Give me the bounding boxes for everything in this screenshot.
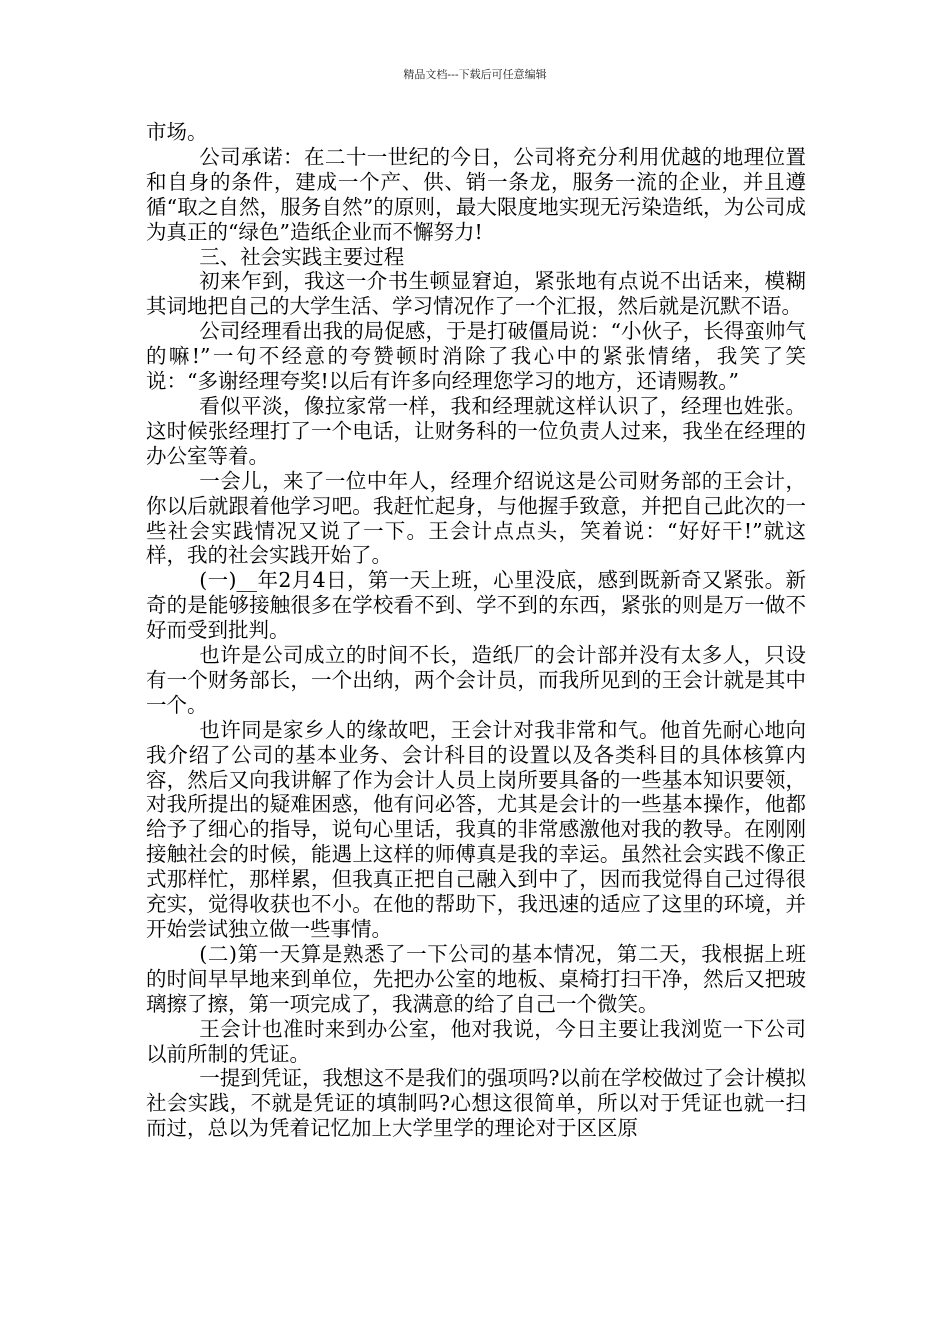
- paragraph: 市场。: [146, 120, 208, 144]
- paragraph: 看似平淡，像拉家常一样，我和经理就这样认识了，经理也姓张。这时候张经理打了一个电话，让财务科的一位负责人过来，我坐在经理的办公室等着。: [146, 393, 806, 468]
- paragraph: (一)__年2月4日，第一天上班，心里没底，感到既新奇又紧张。新奇的是能够接触很多在学校看不到、学不到的东西，紧张的则是万一做不好而受到批判。: [146, 568, 806, 643]
- page-header: 精品文档---下载后可任意编辑: [403, 68, 547, 81]
- paragraph: (二)第一天算是熟悉了一下公司的基本情况，第二天，我根据上班的时间早早地来到单位，先把办公室的地板、桌椅打扫干净，然后又把玻璃擦了擦，第一项完成了，我满意的给了自己一个微笑。: [146, 941, 806, 1016]
- paragraph: 公司经理看出我的局促感，于是打破僵局说：“小伙子，长得蛮帅气的嘛!”一句不经意的夸赞顿时消除了我心中的紧张情绪，我笑了笑说：“多谢经理夸奖!以后有许多向经理您学习的地方，还请赐教。”: [146, 319, 806, 394]
- section-heading: 三、社会实践主要过程: [199, 244, 405, 269]
- paragraph: 一提到凭证，我想这不是我们的强项吗?以前在学校做过了会计模拟社会实践，不就是凭证的填制吗?心想这很简单，所以对于凭证也就一扫而过，总以为凭着记忆加上大学里学的理论对于区区原: [146, 1066, 806, 1141]
- paragraph: 初来乍到，我这一介书生顿显窘迫，紧张地有点说不出话来，模糊其词地把自己的大学生活、学习情况作了一个汇报，然后就是沉默不语。: [146, 269, 806, 319]
- paragraph: 公司承诺：在二十一世纪的今日，公司将充分利用优越的地理位置和自身的条件，建成一个产、供、销一条龙，服务一流的企业，并且遵循“取之自然，服务自然”的原则，最大限度地实现无污染造纸，为公司成为真正的“绿色”造纸企业而不懈努力!: [146, 144, 806, 244]
- paragraph: 一会儿，来了一位中年人，经理介绍说这是公司财务部的王会计，你以后就跟着他学习吧。我赶忙起身，与他握手致意，并把自己此次的一些社会实践情况又说了一下。王会计点点头，笑着说：“好好干!”就这样，我的社会实践开始了。: [146, 468, 806, 568]
- document-body: [146, 120, 806, 1141]
- paragraph: 王会计也准时来到办公室，他对我说，今日主要让我浏览一下公司以前所制的凭证。: [146, 1016, 806, 1066]
- paragraph: 也许是公司成立的时间不长，造纸厂的会计部并没有太多人，只设有一个财务部长，一个出纳，两个会计员，而我所见到的王会计就是其中一个。: [146, 643, 806, 717]
- paragraph: 也许同是家乡人的缘故吧，王会计对我非常和气。他首先耐心地向我介绍了公司的基本业务、会计科目的设置以及各类科目的具体核算内容，然后又向我讲解了作为会计人员上岗所要具备的一些基本知识要领，对我所提出的疑难困惑，他有问必答，尤其是会计的一些基本操作，他都给予了细心的指导，说句心里话，我真的非常感激他对我的教导。在刚刚接触社会的时候，能遇上这样的师傅真是我的幸运。虽然社会实践不像正式那样忙，那样累，但我真正把自己融入到中了，因而我觉得自己过得很充实，觉得收获也不小。在他的帮助下，我迅速的适应了这里的环境，并开始尝试独立做一些事情。: [146, 717, 806, 941]
